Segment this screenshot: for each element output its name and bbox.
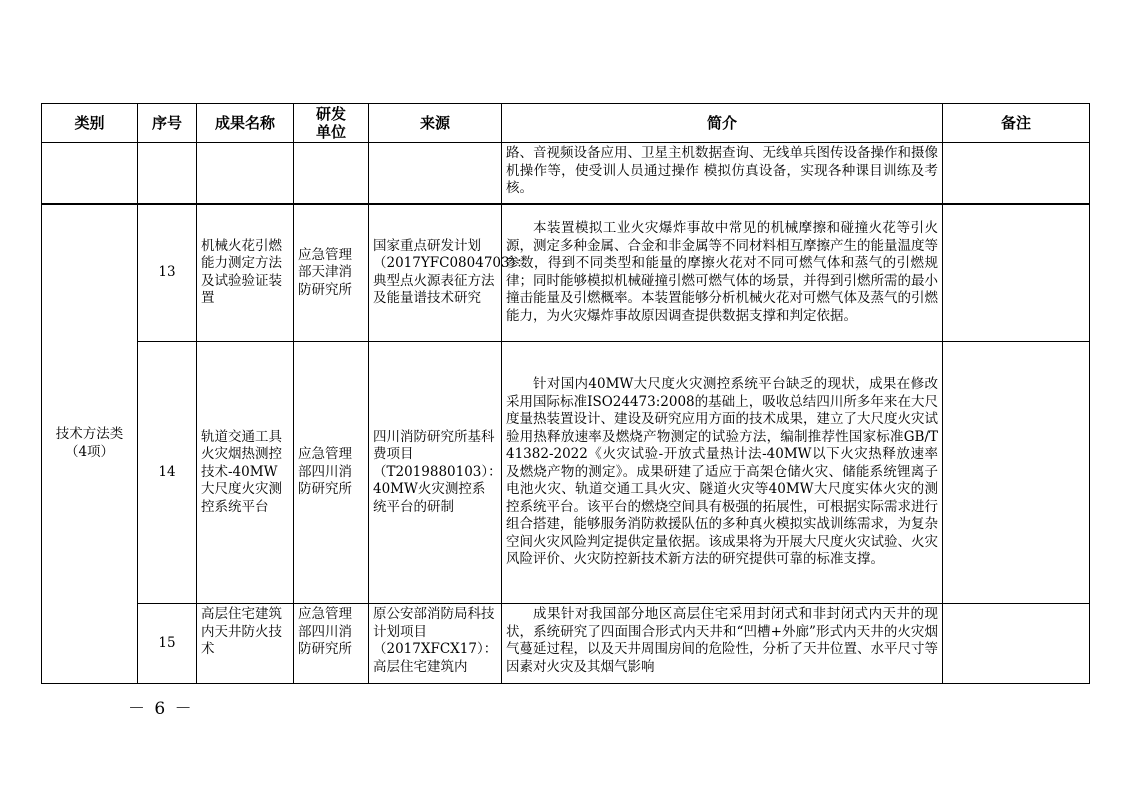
header-name: 成果名称: [197, 104, 294, 143]
cell-empty: [42, 143, 138, 204]
table-row: [42, 204, 1090, 342]
achievements-table: [41, 103, 1090, 684]
cell-source: 原公安部消防局科技计划项目（2017XFCX17）：高层住宅建筑内: [369, 604, 502, 684]
header-category: 类别: [42, 104, 138, 143]
cell-remark: [943, 604, 1090, 684]
table-row-continued: [42, 143, 1090, 204]
cell-remark: [943, 342, 1090, 604]
cell-intro: [502, 342, 943, 604]
intro-text: 成果针对我国部分地区高层住宅采用封闭式和非封闭式内天井的现状，系统研究了四面围合形式内天井和“凹槽+外廊”形式内天井的火灾烟气蔓延过程，以及天井周围房间的危险性，分析了天井位置、水平尺寸等因素对火灾及其烟气影响: [506, 606, 938, 675]
cell-empty: [294, 143, 369, 204]
cell-name: 轨道交通工具火灾烟热测控技术-40MW大尺度火灾测控系统平台: [197, 342, 294, 604]
header-number: 序号: [138, 104, 197, 143]
cell-number: 15: [138, 604, 197, 684]
cell-intro: [502, 204, 943, 342]
header-source: 来源: [369, 104, 502, 143]
table-row: [42, 342, 1090, 604]
cell-empty: [138, 143, 197, 204]
cell-unit: 应急管理部四川消防研究所: [294, 342, 369, 604]
page-number: － 6 －: [128, 699, 194, 719]
intro-text: 针对国内40MW大尺度火灾测控系统平台缺乏的现状，成果在修改采用国际标准ISO24473:2008的基础上，吸收总结四川所多年来在大尺度量热装置设计、建设及研究应用方面的技术成果，建立了大尺度火灾试验用热释放速率及燃烧产物测定的试验方法，编制推荐性国家标准GB/T 41382-2022《火灾试验-开放式量热计法-40MW以下火灾热释放速率及燃烧产物的测定》。成果研建了适应于高架仓储火灾、储能系统锂离子电池火灾、轨道交通工具火灾、隧道火灾等40MW大尺度实体火灾的测控系统平台。该平台的燃烧空间具有极强的拓展性，可根据实际需求进行组合搭建，能够服务消防救援队伍的多种真火模拟实战训练需求，为复杂空间火灾风险判定提供定量依据。该成果将为开展大尺度火灾试验、火灾风险评价、火灾防控新技术新方法的研究提供可靠的标准支撑。: [506, 376, 938, 568]
cell-number: 13: [138, 204, 197, 342]
cell-source: 四川消防研究所基科费项目（T2019880103）：40MW火灾测控系统平台的研制: [369, 342, 502, 604]
intro-text: 本装置模拟工业火灾爆炸事故中常见的机械摩擦和碰撞火花等引火源，测定多种金属、合金和非金属等不同材料相互摩擦产生的能量温度等参数，得到不同类型和能量的摩擦火花对不同可燃气体和蒸气的引燃规律；同时能够模拟机械碰撞引燃可燃气体的场景，并得到引燃所需的最小撞击能量及引燃概率。本装置能够分析机械火花对可燃气体及蒸气的引燃能力，为火灾爆炸事故原因调查提供数据支撑和判定依据。: [506, 220, 938, 324]
header-remark: 备注: [943, 104, 1090, 143]
table-header-row: [42, 104, 1090, 143]
header-unit: [294, 104, 369, 143]
cell-remark: [943, 143, 1090, 204]
cell-intro-continued: [502, 143, 943, 204]
cell-empty: [197, 143, 294, 204]
cell-name: 机械火花引燃能力测定方法及试验验证装置: [197, 204, 294, 342]
cell-unit: 应急管理部四川消防研究所: [294, 604, 369, 684]
header-unit-text: 研发单位: [315, 105, 346, 141]
header-intro: 简介: [502, 104, 943, 143]
cell-empty: [369, 143, 502, 204]
cell-name: 高层住宅建筑内天井防火技术: [197, 604, 294, 684]
intro-continued-text: 路、音视频设备应用、卫星主机数据查询、无线单兵图传设备操作和摄像机操作等，使受训人员通过操作 模拟仿真设备，实现各种课目训练及考核。: [506, 145, 938, 196]
cell-source: 国家重点研发计划（2017YFC0804703）：典型点火源表征方法及能量谱技术研究: [369, 204, 502, 342]
cell-number: 14: [138, 342, 197, 604]
cell-unit: 应急管理部天津消防研究所: [294, 204, 369, 342]
cell-remark: [943, 204, 1090, 342]
cell-category: 技术方法类（4项）: [42, 204, 138, 684]
cell-intro: [502, 604, 943, 684]
table-row: [42, 604, 1090, 684]
